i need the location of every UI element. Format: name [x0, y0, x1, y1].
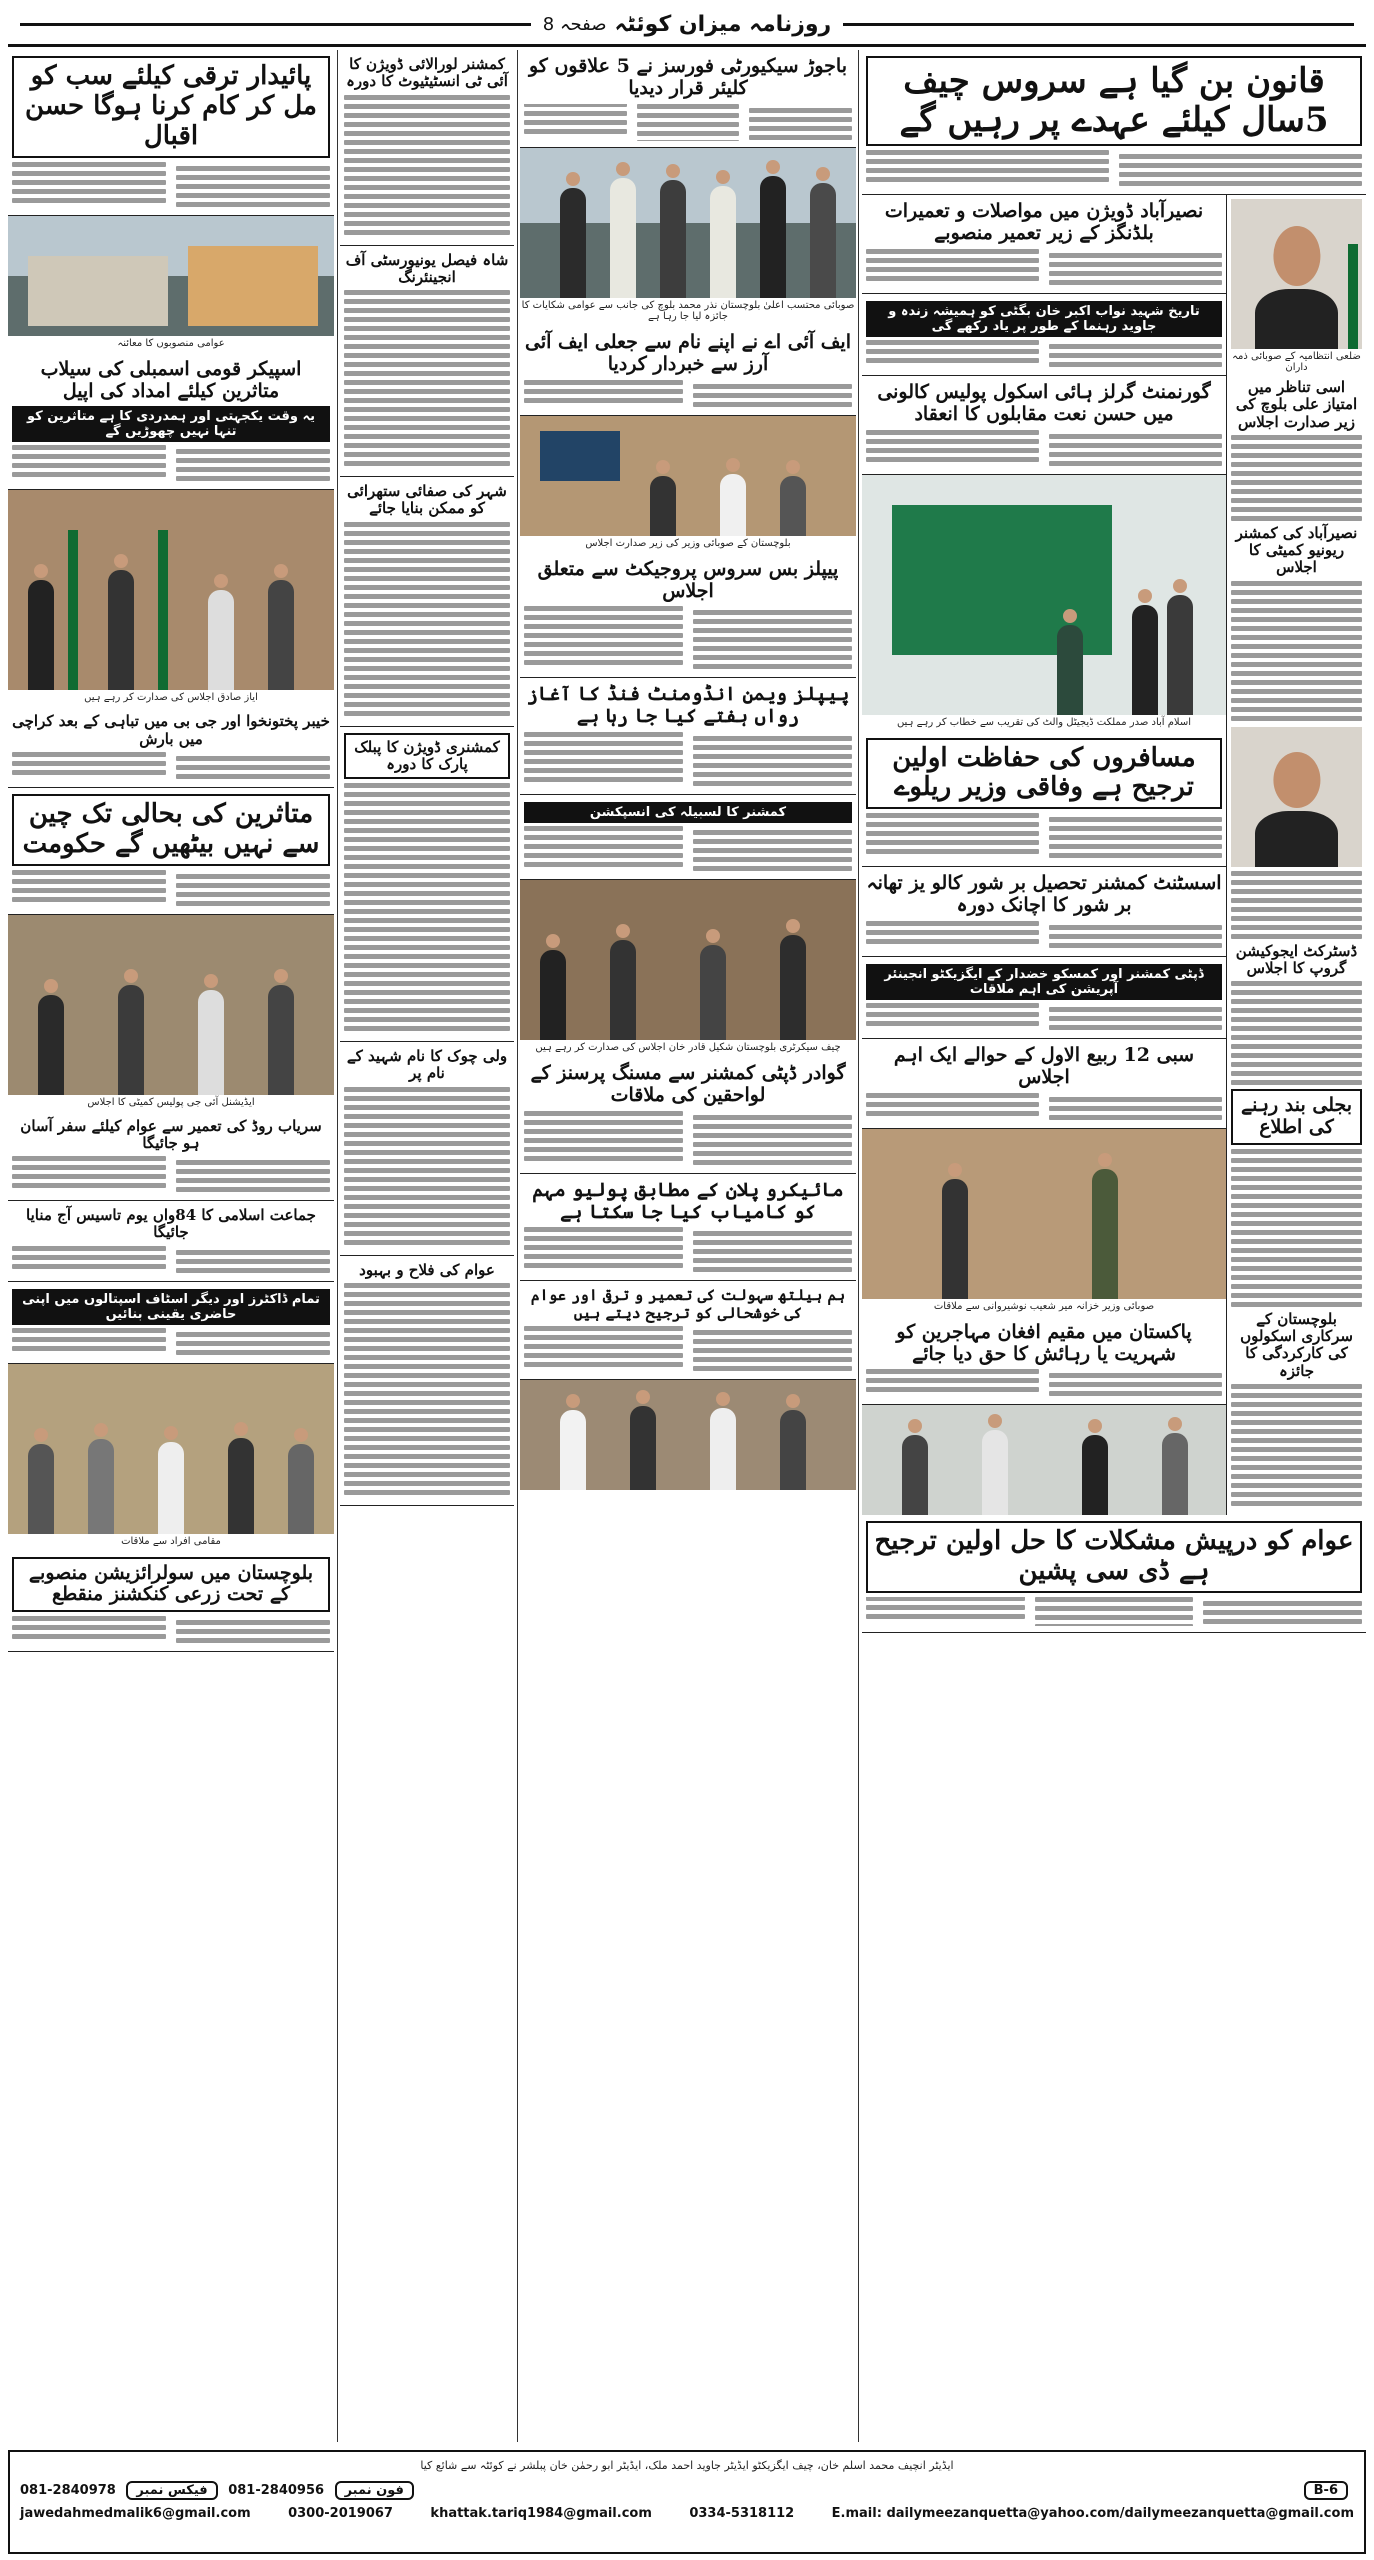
email-label: E.mail [831, 2505, 877, 2521]
photo-caption: صوبائی وزیر خزانہ میر شعیب نوشیروانی سے ملاقات [933, 1300, 1155, 1312]
meeting-photo [520, 416, 856, 536]
photo-caption: بلوچستان کے صوبائی وزیر کی زیر صدارت اجلاس [585, 537, 791, 549]
story [520, 678, 856, 795]
photo-caption: ایاز صادق اجلاس کی صدارت کر رہے ہیں [84, 692, 258, 704]
story [8, 1112, 334, 1202]
story-headline: بلوچستان میں سولرائزیشن منصوبے کے تحت زرعی کنکشنز منقطع [12, 1557, 330, 1613]
event-photo [520, 148, 856, 298]
portrait-photo [1231, 199, 1362, 349]
story-headline: ڈپٹی کمشنر اور کمسکو خضدار کے ایگزیکٹو انجینئر آپریشن کی اہم ملاقات [866, 964, 1222, 1000]
column-divider [858, 50, 859, 2442]
story [862, 1039, 1226, 1129]
story-headline: مسافروں کی حفاظت اولین ترجیح ہے وفاقی وزیر ریلوے [866, 738, 1222, 810]
photo-caption: چیف سیکرٹری بلوچستان شکیل قادر خان اجلاس کی صدارت کر رہے ہیں [535, 1042, 841, 1054]
photo-caption: اسلام آباد صدر مملکت ڈیجیٹل والٹ کی تقریب سے خطاب کر رہے ہیں [896, 716, 1192, 728]
page-number: صفحہ 8 [542, 13, 607, 35]
meeting-photo [8, 915, 334, 1095]
story-headline: سریاب روڈ کی تعمیر سے عوام کیلئے سفر آسان ہو جائیگا [20, 1116, 322, 1152]
side-headline: نصیرآباد کی کمشنر ریونیو کمیٹی کا اجلاس [1235, 523, 1358, 577]
story-headline: سبی 12 ربیع الاول کے حوالے ایک اہم اجلاس [893, 1044, 1195, 1088]
story-headline: اسسٹنٹ کمشنر تحصیل بر شور کالو یز تھانہ بر شور کا اچانک دورہ [866, 872, 1222, 917]
column-narrow [340, 50, 514, 2442]
story [862, 1515, 1366, 1632]
event-photo [862, 475, 1226, 715]
meeting-photo [862, 1405, 1226, 1515]
gathering-photo [8, 1364, 334, 1534]
story-headline: پیپلز ویمن انڈومنٹ فنڈ کا آغاز رواں ہفتے کیا جا رہا ہے [526, 683, 850, 728]
side-headline: بلوچستان کے سرکاری اسکولوں کی کارکردگی کا جائزہ [1240, 1309, 1353, 1380]
story [862, 867, 1226, 957]
story [520, 326, 856, 416]
story-headline: ولی چوک کا نام شہید کے نام پر [346, 1047, 508, 1083]
story [8, 353, 334, 491]
story-headline: پاکستان میں مقیم افغان مہاجرین کو شہریت یا رہائش کا حق دیا جائے [896, 1320, 1192, 1365]
masthead [8, 4, 1366, 47]
phone-number: 0334-5318112 [689, 2505, 795, 2521]
imprint-footer [8, 2450, 1366, 2554]
story-headline: گورنمنٹ گرلز ہائی اسکول پولیس کالونی میں حسن نعت مقابلوں کا انعقاد [877, 380, 1211, 425]
lead-headline: پائیدار ترقی کیلئے سب کو مل کر کام کرنا ہوگا حسن اقبال [12, 56, 330, 158]
phone-number: 081-2840956 [228, 2482, 325, 2498]
story [8, 707, 334, 788]
photo-caption: مقامی افراد سے ملاقات [121, 1535, 221, 1547]
side-headline: اسی تناظر میں امتیاز علی بلوچ کی زیر صدارت اجلاس [1235, 378, 1358, 431]
story-headline: ہم ہیلتھ سہولت کی تعمیر و ترقی اور عوام کی خوشحالی کو ترجیح دیتے ہیں [530, 1286, 846, 1322]
story [8, 1201, 334, 1282]
story [862, 294, 1226, 376]
lead-headline: قانون بن گیا ہے سروس چیف 5سال کیلئے عہدے پر رہیں گے [866, 56, 1362, 146]
story [520, 1057, 856, 1174]
photo-caption: عوامی منصوبوں کا معائنہ [117, 337, 225, 349]
office-code: B-6 [1304, 2481, 1348, 2500]
story-headline: مائیکرو پلان کے مطابق پولیو مہم کو کامیاب کیا جا سکتا ہے [532, 1178, 844, 1223]
phone-label: فون نمبر [335, 2481, 414, 2500]
story [340, 1256, 514, 1506]
story [520, 1281, 856, 1380]
lead-story [862, 50, 1366, 195]
side-column [1226, 195, 1366, 1515]
meeting-photo [8, 490, 334, 690]
email-row: jawedahmedmalik6@gmail.com 0300-2019067 khattak.tariq1984@gmail.com 0334-5318112 E.mail: dailymeezanquetta@yahoo.com/dailymeezanquetta@gmail.com [20, 2505, 1354, 2521]
masthead-rule-right [843, 23, 1354, 26]
story-headline: کمشنری ڈویژن کا پبلک پارک کا دورہ [344, 733, 510, 780]
story-body [866, 150, 1362, 188]
story [8, 1551, 334, 1653]
phone-number: 0300-2019067 [288, 2505, 393, 2521]
story [8, 1282, 334, 1364]
phone-number: 081-2840978 [20, 2482, 116, 2498]
story-headline: اسپیکر قومی اسمبلی کی سیلاب متاثرین کیلئے امداد کی اپیل [40, 357, 302, 402]
story-headline: پیپلز بس سروس پروجیکٹ سے متعلق اجلاس [537, 557, 839, 602]
story [340, 477, 514, 727]
story [340, 1042, 514, 1256]
story-headline: باجوڑ سیکیورٹی فورسز نے 5 علاقوں کو کلیئر قرار دیدیا [528, 55, 848, 99]
story [862, 376, 1226, 475]
story [862, 1316, 1226, 1406]
meeting-photo [520, 880, 856, 1040]
story-headline: ایف آئی اے نے اپنے نام سے جعلی ایف آئی آرز سے خبردار کردیا [524, 331, 851, 375]
story-headline: شاہ فیصل یونیورسٹی آف انجینئرنگ [345, 250, 509, 286]
column-divider [337, 50, 338, 2442]
story-headline: شہر کی صفائی ستھرائی کو ممکن بنایا جائے [347, 482, 507, 518]
portrait-photo [1231, 727, 1362, 867]
story [862, 195, 1226, 294]
newspaper-title: روزنامہ میزان کوئٹہ [614, 11, 832, 37]
story-headline: عوام کو درپیش مشکلات کا حل اولین ترجیح ہے ڈی سی پشین [866, 1521, 1362, 1593]
side-headline: بجلی بند رہنے کی اطلاع [1231, 1089, 1362, 1145]
story-headline: تاریخ شہید نواب اکبر خان بگٹی کو ہمیشہ زندہ و جاوید رہنما کے طور پر یاد رکھے گی [866, 301, 1222, 337]
story-headline: جماعت اسلامی کا 84واں یوم تاسیس آج منایا جائیگا [26, 1206, 316, 1242]
story-headline: متاثرین کی بحالی تک چین سے نہیں بیٹھیں گے حکومت [12, 794, 330, 866]
column-divider [517, 50, 518, 2442]
phone-label: فیکس نمبر [126, 2481, 217, 2500]
photo-caption: صوبائی محتسب اعلیٰ بلوچستان نذر محمد بلوچ کی جانب سے عوامی شکایات کا جائزہ لیا جا رہا ہے [521, 300, 855, 323]
story-headline: نصیرآباد ڈویژن میں مواصلات و تعمیرات بلڈنگز کے زیر تعمیر منصوبے [884, 200, 1204, 245]
email-address[interactable]: khattak.tariq1984@gmail.com [430, 2505, 652, 2521]
meeting-photo [520, 1380, 856, 1490]
photo-caption: ضلعی انتظامیہ کے صوبائی ذمہ داران [1232, 351, 1361, 374]
story-headline: کمشنر لورالائی ڈویژن کا آئی ٹی انسٹیٹیوٹ کا دورہ [346, 55, 508, 91]
column-center [520, 50, 856, 2442]
story [862, 732, 1226, 868]
story [340, 727, 514, 1043]
contact-row [20, 2481, 1354, 2500]
story [340, 50, 514, 246]
story [862, 957, 1226, 1039]
email-address[interactable]: jawedahmedmalik6@gmail.com [20, 2505, 251, 2521]
meeting-photo [862, 1129, 1226, 1299]
story [520, 50, 856, 148]
story [520, 553, 856, 679]
column-right [862, 50, 1366, 2442]
story-headline: عوام کی فلاح و بہبود [359, 1260, 495, 1279]
building-photo [8, 216, 334, 336]
story-headline: کمشنر کا لسبیلہ کی انسپکشن [524, 802, 852, 823]
column-left [8, 50, 334, 2442]
story-headline: گوادر ڈپٹی کمشنر سے مسنگ پرسنز کے لواحقین کی ملاقات [530, 1062, 846, 1106]
story-subheadline: یہ وقت یکجہتی اور ہمدردی کا ہے متاثرین کو تنہا نہیں چھوڑیں گے [12, 406, 330, 442]
story [340, 246, 514, 478]
story [520, 1174, 856, 1282]
publisher-line: ایڈیٹر انچیف محمد اسلم خان، چیف ایگزیکٹو ایڈیٹر جاوید احمد ملک، ایڈیٹر ابو رحمٰن خان پبلشر نے کوئٹہ سے شائع کیا [420, 2459, 954, 2472]
story-headline: خیبر پختونخوا اور جی بی میں تباہی کے بعد کراچی میں بارش [12, 712, 330, 748]
email-address[interactable]: dailymeezanquetta@yahoo.com/dailymeezanquetta@gmail.com [886, 2505, 1354, 2521]
story-headline: تمام ڈاکٹرز اور دیگر اسٹاف اسپتالوں میں اپنی حاضری یقینی بنائیں [12, 1289, 330, 1325]
side-headline: ڈسٹرکٹ ایجوکیشن گروپ کا اجلاس [1235, 941, 1358, 977]
story [520, 795, 856, 880]
lead-story [8, 50, 334, 216]
main-column [862, 195, 1226, 1515]
masthead-rule-left [20, 23, 531, 26]
photo-caption: ایڈیشنل آئی جی پولیس کمیٹی کا اجلاس [87, 1096, 255, 1108]
story [8, 788, 334, 915]
